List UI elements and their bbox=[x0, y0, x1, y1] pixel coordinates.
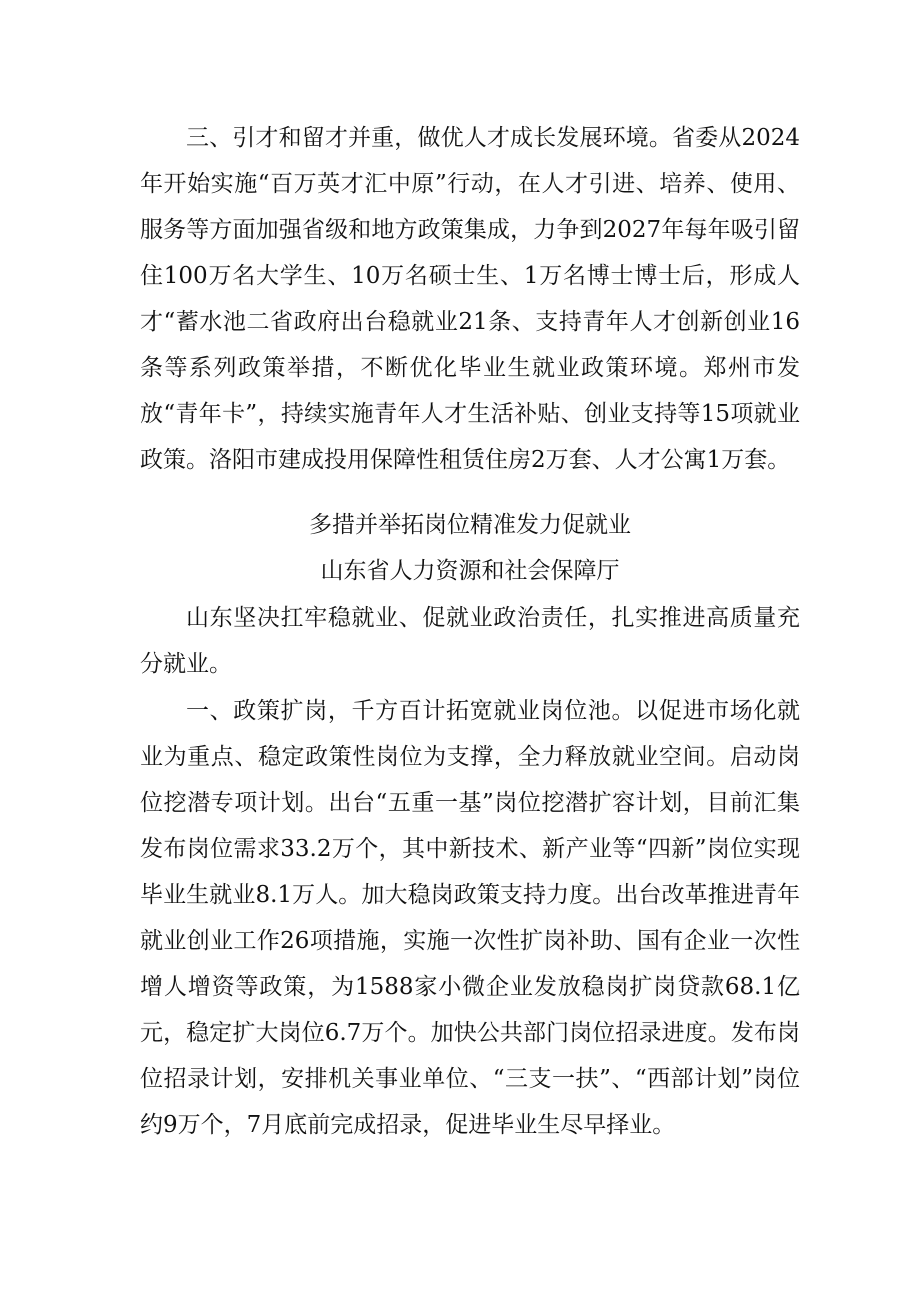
article-title: 多措并举拓岗位精准发力促就业 bbox=[309, 512, 631, 538]
article-organization: 山东省人力资源和社会保障厅 bbox=[320, 558, 620, 584]
paragraph-talent-policy: 三、引才和留才并重，做优人才成长发展环境。省委从2024年开始实施“百万英才汇中原”行动，在人才引进、培养、使用、服务等方面加强省级和地方政策集成，力争到2027年每年吸引留住100万名大学生、10万名硕士生、1万名博士博士后，形成人才“蓄水池二省政府出台稳就业21条、支持青年人才创新创业16条等系列政策举措，不断优化毕业生就业政策环境。郑州市发放“青年卡”，持续实施青年人才生活补贴、创业支持等15项就业政策。洛阳市建成投用保障性租赁住房2万套、人才公寓1万套。 bbox=[140, 125, 800, 473]
paragraph-intro: 山东坚决扛牢稳就业、促就业政治责任，扎实推进高质量充分就业。 bbox=[140, 605, 800, 677]
paragraph-section-one: 一、政策扩岗，千方百计拓宽就业岗位池。以促进市场化就业为重点、稳定政策性岗位为支撑，全力释放就业空间。启动岗位挖潜专项计划。出台“五重一基”岗位挖潜扩容计划，目前汇集发布岗位需求33.2万个，其中新技术、新产业等“四新”岗位实现毕业生就业8.1万人。加大稳岗政策支持力度。出台改革推进青年就业创业工作26项措施，实施一次性扩岗补助、国有企业一次性增人增资等政策，为1588家小微企业发放稳岗扩岗贷款68.1亿元，稳定扩大岗位6.7万个。加快公共部门岗位招录进度。发布岗位招录计划，安排机关事业单位、“三支一扶”、“西部计划”岗位约9万个，7月底前完成招录，促进毕业生尽早择业。 bbox=[140, 698, 800, 1138]
